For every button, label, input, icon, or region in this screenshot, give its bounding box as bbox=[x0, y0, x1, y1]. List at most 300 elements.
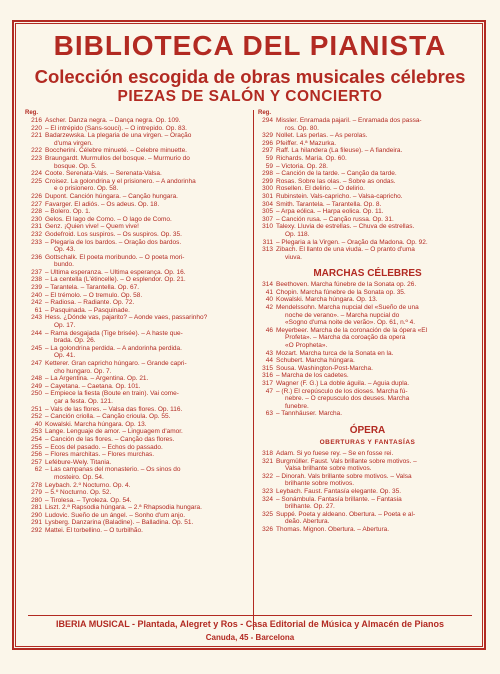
entry-title: Ketterer. Gran capricho húngaro. – Grande capri- bbox=[45, 360, 187, 367]
entry-title: Rubinstein. Vals-capricho. – Valsa-capricho. bbox=[276, 192, 403, 200]
entry-number: 243 bbox=[31, 314, 42, 322]
entry-title: Braungardt. Murmullos del bosque. – Murmurio do bbox=[45, 154, 190, 162]
entry-title: – Canción de las flores. – Canção das flores. bbox=[45, 435, 175, 443]
catalog-entry bbox=[255, 465, 480, 473]
entry-title: «O Propheta». bbox=[285, 342, 328, 350]
entry-number: 227 bbox=[31, 200, 42, 208]
catalog-entry bbox=[24, 216, 252, 224]
entry-number: 42 bbox=[265, 304, 273, 312]
entry-title: bundo. bbox=[54, 261, 74, 269]
entry-number: 255 bbox=[31, 443, 42, 451]
publisher-address: Canuda, 45 - Barcelona bbox=[205, 633, 295, 642]
entry-number: 329 bbox=[262, 132, 273, 140]
entry-number: 248 bbox=[31, 375, 42, 383]
entry-title: Leybach. Faust. Fantasía elegante. Op. 35. bbox=[276, 487, 402, 495]
entry-number: 251 bbox=[31, 405, 42, 413]
entry-title: brada. Op. 26. bbox=[54, 337, 96, 345]
entry-title: Lefébure-Wely. Titania. bbox=[45, 458, 112, 466]
entry-number: 220 bbox=[31, 124, 42, 132]
entry-number: 224 bbox=[31, 170, 42, 178]
entry-title: Badarzewska. La plegaria de una virgen. – Oração bbox=[45, 132, 192, 140]
publisher-line: IBERIA MUSICAL - Plantada, Alegret y Ros - Casa Editorial de Música y Almacén de Pianos bbox=[56, 619, 444, 629]
entry-title: Adam. Si yo fuese rey. – Se en fosse rei. bbox=[276, 449, 394, 457]
entry-title: Gelos. El lago de Como. – O lago de Como. bbox=[45, 215, 172, 223]
entry-title: – Tirolesa. – Tyroleza. Op. 54. bbox=[45, 496, 132, 504]
entry-number: 294 bbox=[262, 117, 273, 124]
catalog-entry bbox=[255, 163, 480, 171]
entry-title: Lange. Lenguaje de amor. – Linguagem d'amor. bbox=[45, 428, 183, 436]
entry-number: 290 bbox=[31, 511, 42, 519]
entry-number: 307 bbox=[262, 215, 273, 223]
entry-number: 253 bbox=[31, 428, 42, 436]
catalog-entry bbox=[24, 132, 252, 140]
catalog-entry bbox=[24, 125, 252, 133]
opera-subheading: OBERTURAS Y FANTASÍAS bbox=[319, 438, 416, 446]
entry-number: 247 bbox=[31, 360, 42, 367]
catalog-entry bbox=[24, 383, 252, 391]
entry-title: Missler. Enramada pajaril. – Enramada dos passa- bbox=[276, 117, 422, 124]
entry-number: 318 bbox=[262, 449, 273, 457]
entry-title: cho hungaro. Op. 7. bbox=[54, 367, 112, 375]
entry-title: Meyerbeer. Marcha de la coronación de la ópera «El bbox=[276, 326, 428, 334]
entry-title: brilhante. Op. 27. bbox=[285, 503, 335, 511]
entry-title: Liszt. 2.ª Rapsodia húngara. – 2.ª Rhapsodia hungara. bbox=[45, 504, 202, 512]
entry-number: 46 bbox=[265, 326, 273, 334]
entry-number: 225 bbox=[31, 177, 42, 185]
catalog-entry bbox=[255, 342, 480, 350]
left-column bbox=[24, 117, 252, 535]
entry-title: Thomas. Mignon. Obertura. – Abertura. bbox=[276, 525, 390, 533]
entry-number: 231 bbox=[31, 223, 42, 231]
entry-title: – El intrépido (Sans-souci). – O intrepido. Op. 83. bbox=[45, 124, 187, 132]
catalog-entry bbox=[255, 450, 480, 458]
entry-title: çar a festa. Op. 121. bbox=[54, 397, 113, 405]
catalog-entry bbox=[255, 372, 480, 380]
catalog-entry bbox=[24, 519, 252, 527]
entry-title: – Dinorah. Vals brillante sobre motivos. – Valsa bbox=[276, 472, 412, 480]
catalog-entry bbox=[255, 193, 480, 201]
catalog-entry bbox=[255, 458, 480, 466]
entry-number: 43 bbox=[265, 349, 273, 357]
catalog-entry bbox=[255, 365, 480, 373]
entry-title: Burgmüller. Faust. Vals brillante sobre motivos. – bbox=[276, 457, 417, 465]
opera-list bbox=[255, 450, 480, 534]
entry-number: 324 bbox=[262, 495, 273, 503]
entry-number: 239 bbox=[31, 284, 42, 292]
catalog-entry bbox=[24, 163, 252, 171]
entry-title: – Las campanas del monasterio. – Os sinos do bbox=[45, 466, 181, 474]
catalog-entry bbox=[255, 140, 480, 148]
catalog-entry bbox=[24, 292, 252, 300]
entry-title: Leybach. 2.º Nocturno. Op. 4. bbox=[45, 481, 131, 489]
catalog-entry bbox=[24, 117, 252, 125]
catalog-entry bbox=[24, 155, 252, 163]
entry-title: Coote. Serenata-Vals. – Serenata-Valsa. bbox=[45, 170, 162, 178]
entry-title: – La Argentina. – Argentina. Op. 21. bbox=[45, 375, 149, 383]
entry-number: 44 bbox=[265, 357, 273, 365]
catalog-entry bbox=[255, 503, 480, 511]
catalog-entry bbox=[255, 511, 480, 519]
entry-title: Talexy. Lluvia de estrellas. – Chuva de estrellas. bbox=[276, 223, 415, 231]
catalog-entry bbox=[24, 322, 252, 330]
entry-title: Croisez. La golondrina y el prisionero. – A andorinha bbox=[45, 177, 196, 185]
entry-number: 232 bbox=[31, 230, 42, 238]
entry-title: – Vals de las flores. – Valsa das flores. Op. 116. bbox=[45, 405, 183, 413]
entry-number: 63 bbox=[265, 410, 273, 418]
catalog-entry bbox=[24, 193, 252, 201]
catalog-entry bbox=[24, 269, 252, 277]
catalog-entry bbox=[24, 421, 252, 429]
catalog-entry bbox=[24, 185, 252, 193]
entry-number: 252 bbox=[31, 413, 42, 421]
catalog-entry bbox=[255, 125, 480, 133]
catalog-entry bbox=[24, 489, 252, 497]
entry-number: 315 bbox=[262, 364, 273, 372]
catalog-entry bbox=[24, 474, 252, 482]
catalog-entry bbox=[255, 254, 480, 262]
entry-number: 228 bbox=[31, 208, 42, 216]
entry-number: 47 bbox=[265, 387, 273, 395]
entry-title: – Bolero. Op. 1. bbox=[45, 208, 91, 216]
catalog-entry bbox=[24, 406, 252, 414]
catalog-entry bbox=[255, 496, 480, 504]
entry-number: 256 bbox=[31, 451, 42, 459]
marchas-heading: MARCHAS CÉLEBRES bbox=[313, 268, 422, 280]
entry-number: 316 bbox=[262, 372, 273, 380]
entry-number: 299 bbox=[262, 177, 273, 185]
catalog-entry bbox=[255, 296, 480, 304]
entry-title: Godefroid. Los suspiros. – Os suspiros. Op. 35. bbox=[45, 230, 182, 238]
entry-number: 311 bbox=[262, 238, 273, 246]
catalog-entry bbox=[24, 307, 252, 315]
catalog-entry bbox=[255, 281, 480, 289]
entry-title: – Tarantela. – Tarantella. Op. 67. bbox=[45, 284, 140, 292]
catalog-entry bbox=[255, 178, 480, 186]
catalog-entry bbox=[255, 132, 480, 140]
entry-title: Boccherini. Célebre minueté. – Celebre minuette. bbox=[45, 147, 187, 155]
entry-number: 216 bbox=[31, 117, 42, 124]
entry-number: 222 bbox=[31, 147, 42, 155]
entry-number: 233 bbox=[31, 238, 42, 246]
entry-title: Schubert. Marcha húngara. bbox=[276, 357, 355, 365]
entry-number: 237 bbox=[31, 268, 42, 276]
catalog-entry bbox=[255, 304, 480, 312]
entry-number: 323 bbox=[262, 487, 273, 495]
catalog-entry bbox=[24, 459, 252, 467]
catalog-entry bbox=[24, 170, 252, 178]
entry-number: 279 bbox=[31, 489, 42, 497]
entry-title: – Tannhäuser. Marcha. bbox=[276, 410, 343, 418]
entry-title: Op. 43. bbox=[54, 246, 76, 254]
entry-title: mosteiro. Op. 54. bbox=[54, 473, 104, 481]
catalog-entry bbox=[24, 208, 252, 216]
entry-title: «Sogno d'uma noite de verão». Op. 61, n.º 4. bbox=[285, 319, 416, 327]
catalog-entry bbox=[24, 330, 252, 338]
entry-title: – Pasquinada. – Pasquinade. bbox=[45, 306, 130, 314]
catalog-entry bbox=[24, 444, 252, 452]
entry-number: 230 bbox=[31, 215, 42, 223]
catalog-entry bbox=[24, 223, 252, 231]
catalog-entry bbox=[24, 504, 252, 512]
catalog-entry bbox=[255, 147, 480, 155]
catalog-entry bbox=[255, 185, 480, 193]
catalog-entry bbox=[24, 352, 252, 360]
catalog-entry bbox=[24, 390, 252, 398]
catalog-entry bbox=[255, 155, 480, 163]
entry-title: Op. 17. bbox=[54, 322, 76, 330]
catalog-entry bbox=[255, 395, 480, 403]
entry-title: Wagner (F. G.) La doble águila. – Aguia dupla. bbox=[276, 380, 410, 387]
entry-number: 291 bbox=[31, 519, 42, 527]
reg-label-left: Reg. bbox=[25, 110, 39, 116]
catalog-entry bbox=[24, 512, 252, 520]
entry-title: Nollet. Las perlas. – As perolas. bbox=[276, 132, 368, 140]
catalog-entry bbox=[24, 239, 252, 247]
catalog-entry bbox=[24, 231, 252, 239]
entry-number: 257 bbox=[31, 458, 42, 466]
entry-number: 59 bbox=[265, 162, 273, 170]
catalog-entry bbox=[255, 289, 480, 297]
catalog-entry bbox=[255, 223, 480, 231]
entry-number: 304 bbox=[262, 200, 273, 208]
entry-number: 236 bbox=[31, 253, 42, 261]
entry-title: Kowalski. Marcha húngara. Op. 13. bbox=[45, 420, 147, 428]
catalog-entry bbox=[255, 239, 480, 247]
entry-number: 238 bbox=[31, 276, 42, 284]
entry-title: – Empiece la fiesta (Boute en train). Vai come- bbox=[45, 390, 179, 398]
entry-title: Richards. María. Op. 60. bbox=[276, 154, 347, 162]
catalog-subtitle-2: PIEZAS DE SALÓN Y CONCIERTO bbox=[117, 88, 383, 105]
entry-number: 221 bbox=[31, 132, 42, 140]
entry-number: 278 bbox=[31, 481, 42, 489]
entry-title: d'uma virgen. bbox=[54, 139, 93, 147]
entry-title: – Sonámbula. Fantasía brillante. – Fantasia bbox=[276, 495, 402, 503]
entry-title: Smith. Tarantela. – Tarantella. Op. 8. bbox=[276, 200, 382, 208]
entry-title: – Victoria. Op. 28. bbox=[276, 162, 328, 170]
catalog-entry bbox=[255, 246, 480, 254]
catalog-title: BIBLIOTECA DEL PIANISTA bbox=[53, 30, 447, 61]
entry-number: 240 bbox=[31, 291, 42, 299]
entry-title: ros. Op. 80. bbox=[285, 124, 319, 132]
entry-number: 313 bbox=[262, 246, 273, 254]
entry-number: 321 bbox=[262, 457, 273, 465]
catalog-entry bbox=[255, 350, 480, 358]
entry-title: Hess. ¿Dónde vas, pajarito? – Aonde vaes, passarinho? bbox=[45, 314, 208, 322]
entry-title: – El trémolo. – O tremulo. Op. 58. bbox=[45, 291, 143, 299]
catalog-entry bbox=[24, 314, 252, 322]
entry-number: 59 bbox=[265, 154, 273, 162]
catalog-entry bbox=[255, 380, 480, 388]
entry-number: 305 bbox=[262, 208, 273, 216]
entry-title: brilhante sobre motivos. bbox=[285, 480, 355, 488]
right-column bbox=[255, 117, 480, 534]
catalog-entry bbox=[24, 368, 252, 376]
catalog-entry bbox=[255, 473, 480, 481]
entry-title: nebre. – O crepusculo dos deuses. Marcha bbox=[285, 395, 410, 403]
entry-number: 325 bbox=[262, 510, 273, 518]
entry-number: 326 bbox=[262, 525, 273, 533]
catalog-entry bbox=[24, 527, 252, 535]
catalog-entry bbox=[255, 357, 480, 365]
entry-title: – Plegaria de los bardos. – Oração dos bardos. bbox=[45, 238, 182, 246]
entry-number: 296 bbox=[262, 139, 273, 147]
entry-title: – La centella (L'étincelle). – O esplendor. Op. 21. bbox=[45, 276, 186, 284]
entry-title: Mattei. El torbellino. – O turbilhão. bbox=[45, 527, 143, 535]
catalog-entry bbox=[24, 147, 252, 155]
entry-title: – Canción rusa. – Canção russa. Op. 31. bbox=[276, 215, 394, 223]
catalog-entry bbox=[255, 488, 480, 496]
catalog-entry bbox=[24, 246, 252, 254]
entry-number: 280 bbox=[31, 496, 42, 504]
entry-title: Chopin. Marcha fúnebre de la Sonata op. 35. bbox=[276, 288, 406, 296]
catalog-entry bbox=[24, 398, 252, 406]
catalog-entry bbox=[24, 201, 252, 209]
entry-number: 301 bbox=[262, 192, 273, 200]
entry-title: Sousa. Washington-Post-Marcha. bbox=[276, 364, 373, 372]
entry-number: 242 bbox=[31, 299, 42, 307]
entry-title: – La golondrina perdida. – A andorinha perdida. bbox=[45, 344, 182, 352]
entry-title: – Arpa eólica. – Harpa eolica. Op. 11. bbox=[276, 208, 384, 216]
entry-title: bosque. Op. 5. bbox=[54, 162, 97, 170]
entry-title: Mendelssohn. Marcha nupcial del «Sueño de una bbox=[276, 304, 419, 312]
entry-title: – 5.º Nocturno. Op. 52. bbox=[45, 489, 112, 497]
entry-title: – (R.) El crepúsculo de los dioses. Marcha fú- bbox=[276, 387, 408, 395]
catalog-entry bbox=[24, 482, 252, 490]
column-divider bbox=[253, 110, 254, 630]
entry-title: Op. 118. bbox=[285, 230, 310, 238]
catalog-entry bbox=[255, 334, 480, 342]
catalog-entry bbox=[24, 466, 252, 474]
entry-title: Raff. La hilandera (La fileuse). – A fiandeira. bbox=[276, 147, 403, 155]
catalog-entry bbox=[255, 201, 480, 209]
entry-number: 254 bbox=[31, 435, 42, 443]
entry-title: Rosellen. El delirio. – O delirio. bbox=[276, 185, 365, 193]
entry-number: 244 bbox=[31, 329, 42, 337]
catalog-entry bbox=[24, 345, 252, 353]
entry-title: Kowalski. Marcha húngara. Op. 13. bbox=[276, 296, 378, 304]
entry-number: 41 bbox=[265, 288, 273, 296]
catalog-entry bbox=[255, 117, 480, 125]
entry-number: 40 bbox=[34, 420, 42, 428]
entry-title: funebre. bbox=[285, 402, 309, 410]
catalog-entry bbox=[255, 312, 480, 320]
entry-title: – Canción de la tarde. – Canção da tarde. bbox=[276, 170, 397, 178]
catalog-entry bbox=[255, 327, 480, 335]
entry-title: Profeta». – Marcha da coroação da opera bbox=[285, 334, 406, 342]
entry-number: 314 bbox=[262, 281, 273, 289]
piano-pieces-list-right bbox=[255, 117, 480, 261]
entry-title: – Flores marchitas. – Flores murchas. bbox=[45, 451, 155, 459]
entry-title: Suppé. Poeta y aldeano. Obertura. – Poeta e al- bbox=[276, 510, 416, 518]
entry-number: 300 bbox=[262, 185, 273, 193]
entry-title: noche de verano». – Marcha nupcial do bbox=[285, 311, 400, 319]
catalog-entry bbox=[255, 216, 480, 224]
catalog-entry bbox=[24, 178, 252, 186]
opera-heading: ÓPERA bbox=[349, 424, 386, 436]
catalog-entry bbox=[24, 428, 252, 436]
entry-title: – Radiosa. – Radiante. Op. 72. bbox=[45, 299, 135, 307]
entry-title: Beethoven. Marcha fúnebre de la Sonata op. 26. bbox=[276, 281, 417, 289]
entry-number: 40 bbox=[265, 296, 273, 304]
catalog-entry bbox=[24, 261, 252, 269]
catalog-entry bbox=[24, 276, 252, 284]
catalog-entry bbox=[255, 410, 480, 418]
catalog-entry bbox=[255, 208, 480, 216]
entry-number: 310 bbox=[262, 223, 273, 231]
catalog-entry bbox=[255, 319, 480, 327]
entry-title: Rosas. Sobre las olas. – Sobre as ondas. bbox=[276, 177, 396, 185]
catalog-entry bbox=[255, 403, 480, 411]
catalog-entry bbox=[24, 284, 252, 292]
entry-number: 61 bbox=[34, 306, 42, 314]
entry-number: 297 bbox=[262, 147, 273, 155]
catalog-entry bbox=[24, 375, 252, 383]
entry-title: – Ecos del pasado. – Echos do passado. bbox=[45, 443, 163, 451]
catalog-entry bbox=[255, 526, 480, 534]
catalog-entry bbox=[24, 337, 252, 345]
catalog-entry bbox=[24, 140, 252, 148]
entry-number: 322 bbox=[262, 472, 273, 480]
catalog-entry bbox=[255, 388, 480, 396]
entry-title: Lysberg. Danzarina (Baladine). – Balladina. Op. 51. bbox=[45, 519, 194, 527]
entry-title: Zibach. El llanto de una viuda. – O pranto d'uma bbox=[276, 246, 415, 254]
catalog-entry bbox=[24, 254, 252, 262]
entry-number: 62 bbox=[34, 466, 42, 474]
entry-number: 317 bbox=[262, 380, 273, 387]
entry-number: 298 bbox=[262, 170, 273, 178]
entry-title: viuva. bbox=[285, 253, 302, 261]
entry-title: Genz. ¡Quien vive! – Quem vive! bbox=[45, 223, 139, 231]
entry-title: deão. Abertura. bbox=[285, 518, 330, 526]
entry-title: Mozart. Marcha turca de la Sonata en la. bbox=[276, 349, 394, 357]
entry-title: Favarger. El adiós. – Os adeus. Op. 18. bbox=[45, 200, 160, 208]
catalog-entry bbox=[24, 360, 252, 368]
catalog-entry bbox=[24, 413, 252, 421]
catalog-entry bbox=[24, 497, 252, 505]
catalog-entry bbox=[255, 170, 480, 178]
entry-title: Gottschalk. El poeta moribundo. – O poeta mori- bbox=[45, 253, 185, 261]
entry-number: 250 bbox=[31, 390, 42, 398]
entry-title: – Rama desgajada (Tige brisée). – A haste que- bbox=[45, 329, 183, 337]
entry-title: e o prisionero. Op. 58. bbox=[54, 185, 119, 193]
publisher-rule bbox=[28, 615, 472, 616]
entry-title: Dupont. Canción húngara. – Canção hungara. bbox=[45, 192, 178, 200]
entry-number: 281 bbox=[31, 504, 42, 512]
entry-title: – Cayetana. – Caetana. Op. 101. bbox=[45, 382, 141, 390]
entry-number: 223 bbox=[31, 154, 42, 162]
catalog-entry bbox=[24, 299, 252, 307]
entry-number: 249 bbox=[31, 382, 42, 390]
marchas-list bbox=[255, 281, 480, 418]
entry-title: – Plegaria a la Virgen. – Oração da Madona. Op. 92. bbox=[276, 238, 428, 246]
entry-title: – Marcha de los cadetes. bbox=[276, 372, 349, 380]
entry-title: Pfeiffer. 4.ª Mazurka. bbox=[276, 139, 337, 147]
catalog-entry bbox=[24, 436, 252, 444]
entry-title: Ascher. Danza negra. – Dança negra. Op. 109. bbox=[45, 117, 181, 124]
entry-number: 292 bbox=[31, 527, 42, 535]
entry-title: – Ultima esperanza. – Ultima esperança. Op. 16. bbox=[45, 268, 186, 276]
catalog-entry bbox=[24, 451, 252, 459]
catalog-entry bbox=[255, 231, 480, 239]
catalog-entry bbox=[255, 518, 480, 526]
entry-number: 245 bbox=[31, 344, 42, 352]
catalog-subtitle: Colección escogida de obras musicales célebres bbox=[34, 66, 466, 87]
entry-number: 226 bbox=[31, 192, 42, 200]
entry-title: Op. 41. bbox=[54, 352, 76, 360]
catalog-entry bbox=[255, 480, 480, 488]
entry-title: Ludovic. Sueño de un ángel. – Sonho d'um anjo. bbox=[45, 511, 186, 519]
reg-label-right: Reg. bbox=[258, 110, 272, 116]
